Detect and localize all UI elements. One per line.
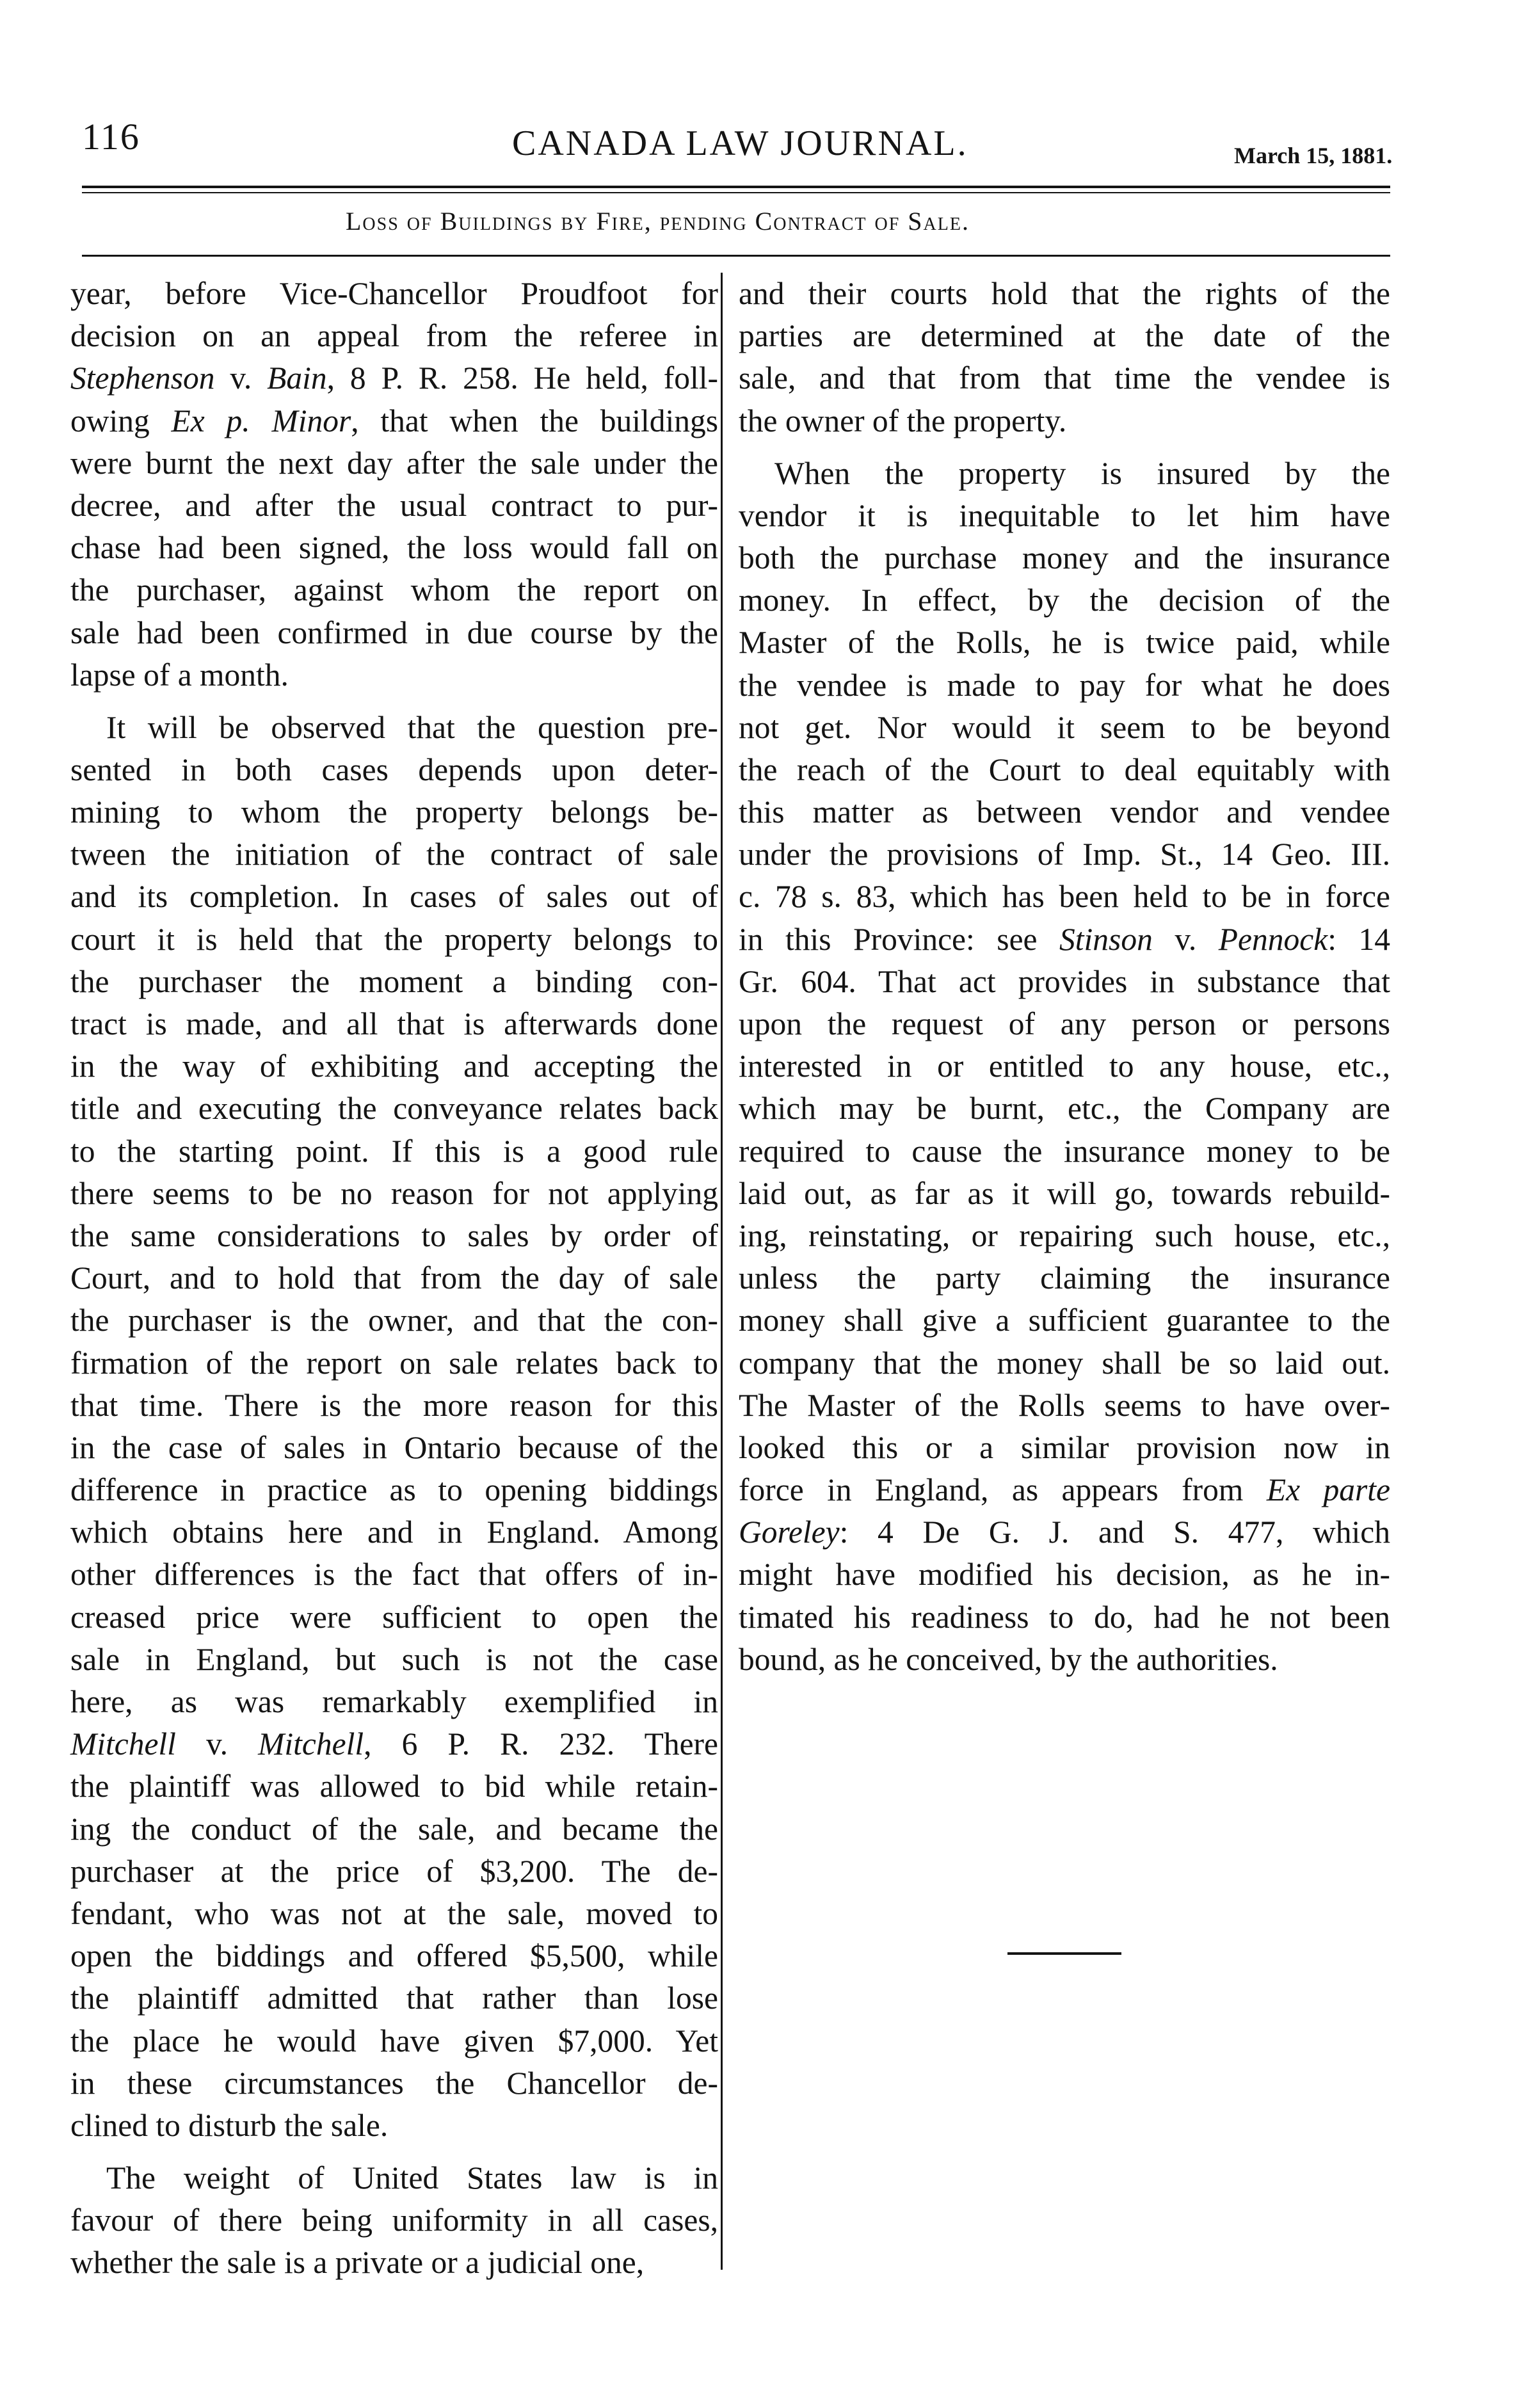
right-column-line: bound, as he conceived, by the authorities. xyxy=(739,1641,1278,1677)
right-column-line: The Master of the Rolls seems to have over- xyxy=(739,1387,1390,1423)
right-column-line: the vendee is made to pay for what he does xyxy=(739,667,1390,703)
left-column-line: firmation of the report on sale relates back to xyxy=(70,1345,718,1381)
left-column-line: the purchaser is the owner, and that the con- xyxy=(70,1303,718,1338)
right-column-line: unless the party claiming the insurance xyxy=(739,1260,1390,1296)
left-column-line: chase had been signed, the loss would fall on xyxy=(70,530,718,566)
left-column-line: the plaintiff was allowed to bid while retain- xyxy=(70,1769,718,1804)
left-column-line: purchaser at the price of $3,200. The de- xyxy=(70,1853,718,1889)
right-column-line: which may be burnt, etc., the Company are xyxy=(739,1091,1390,1127)
left-column-line: creased price were sufficient to open the xyxy=(70,1599,718,1635)
left-column-line: in the way of exhibiting and accepting the xyxy=(70,1048,718,1084)
right-column-line: this matter as between vendor and vendee xyxy=(739,794,1390,830)
left-column-line: the purchaser the moment a binding con- xyxy=(70,963,718,999)
left-column-line: The weight of United States law is in xyxy=(106,2160,718,2195)
left-column-line: Stephenson v. Bain, 8 P. R. 258. He held, foll- xyxy=(70,360,718,396)
left-column-line: It will be observed that the question pre- xyxy=(106,709,718,745)
right-column-line: Gr. 604. That act provides in substance that xyxy=(739,963,1390,999)
right-column-line: under the provisions of Imp. St., 14 Geo. III. xyxy=(739,837,1390,872)
right-column-line: not get. Nor would it seem to be beyond xyxy=(739,709,1390,745)
left-column-line: tween the initiation of the contract of sale xyxy=(70,837,718,872)
left-column-line: sale in England, but such is not the case xyxy=(70,1641,718,1677)
right-column-line: parties are determined at the date of the xyxy=(739,318,1390,354)
left-column-line: the plaintiff admitted that rather than lose xyxy=(70,1980,718,2016)
left-column-line: here, as was remarkably exemplified in xyxy=(70,1684,718,1719)
header-rule-bottom xyxy=(82,192,1390,193)
right-column-line: money shall give a sufficient guarantee to the xyxy=(739,1303,1390,1338)
section-title: Loss of Buildings by Fire, pending Contract of Sale. xyxy=(346,207,970,236)
left-column-line: in these circumstances the Chancellor de- xyxy=(70,2065,718,2101)
article-end-rule xyxy=(1007,1952,1121,1955)
column-divider xyxy=(721,273,723,2270)
left-column-line: fendant, who was not at the sale, moved to xyxy=(70,1895,718,1931)
right-column-line: ing, reinstating, or repairing such house, etc., xyxy=(739,1217,1390,1253)
right-column-line: the reach of the Court to deal equitably with xyxy=(739,751,1390,787)
header-rule-top xyxy=(82,186,1390,188)
left-column-line: Court, and to hold that from the day of sale xyxy=(70,1260,718,1296)
left-column-line: which obtains here and in England. Among xyxy=(70,1514,718,1550)
right-column-line: c. 78 s. 83, which has been held to be in force xyxy=(739,879,1390,915)
left-column-line: lapse of a month. xyxy=(70,657,289,693)
right-column-line: company that the money shall be so laid out. xyxy=(739,1345,1390,1381)
left-column-line: decree, and after the usual contract to pur- xyxy=(70,487,718,523)
left-column-line: that time. There is the more reason for this xyxy=(70,1387,718,1423)
right-text-column xyxy=(739,273,1390,1681)
right-column-line: sale, and that from that time the vendee is xyxy=(739,360,1390,396)
left-column-line: title and executing the conveyance relates back xyxy=(70,1091,718,1127)
left-column-line: and its completion. In cases of sales out of xyxy=(70,879,718,915)
journal-title: CANADA LAW JOURNAL. xyxy=(512,124,968,163)
left-column-line: tract is made, and all that is afterwards done xyxy=(70,1006,718,1041)
left-column-line: mining to whom the property belongs be- xyxy=(70,794,718,830)
right-column-line: both the purchase money and the insurance xyxy=(739,540,1390,575)
left-column-line: sented in both cases depends upon deter- xyxy=(70,751,718,787)
right-column-line: might have modified his decision, as he in- xyxy=(739,1557,1390,1593)
left-column-line: in the case of sales in Ontario because of the xyxy=(70,1429,718,1465)
right-column-line: Master of the Rolls, he is twice paid, while xyxy=(739,625,1390,661)
right-column-line: vendor it is inequitable to let him have xyxy=(739,497,1390,533)
left-column-line: there seems to be no reason for not applying xyxy=(70,1175,718,1211)
right-column-line: force in England, as appears from Ex parte xyxy=(739,1472,1390,1508)
right-column-line: upon the request of any person or persons xyxy=(739,1006,1390,1041)
right-column-line: looked this or a similar provision now in xyxy=(739,1429,1390,1465)
left-column-line: open the biddings and offered $5,500, while xyxy=(70,1938,718,1974)
left-column-line: Mitchell v. Mitchell, 6 P. R. 232. There xyxy=(70,1726,718,1762)
left-column-line: favour of there being uniformity in all cases, xyxy=(70,2203,718,2238)
section-rule xyxy=(82,255,1390,257)
left-text-column xyxy=(70,273,718,2284)
issue-date: March 15, 1881. xyxy=(1234,143,1393,168)
left-column-line: the same considerations to sales by order of xyxy=(70,1217,718,1253)
left-column-line: to the starting point. If this is a good rule xyxy=(70,1133,718,1169)
right-column-line: When the property is insured by the xyxy=(774,455,1390,491)
right-column-line: Goreley: 4 De G. J. and S. 477, which xyxy=(739,1514,1390,1550)
page-number: 116 xyxy=(82,116,140,157)
left-column-line: difference in practice as to opening biddings xyxy=(70,1472,718,1508)
right-column-line: money. In effect, by the decision of the xyxy=(739,582,1390,618)
left-column-line: clined to disturb the sale. xyxy=(70,2107,389,2143)
left-column-line: decision on an appeal from the referee in xyxy=(70,318,718,354)
right-column-line: in this Province: see Stinson v. Pennock: 14 xyxy=(739,921,1390,957)
left-column-line: whether the sale is a private or a judicial one, xyxy=(70,2245,645,2281)
left-column-line: the place he would have given $7,000. Yet xyxy=(70,2023,718,2059)
right-column-line: interested in or entitled to any house, etc., xyxy=(739,1048,1390,1084)
left-column-line: owing Ex p. Minor, that when the buildings xyxy=(70,403,718,438)
left-column-line: the purchaser, against whom the report on xyxy=(70,572,718,608)
left-column-line: sale had been confirmed in due course by the xyxy=(70,614,718,650)
right-column-line: laid out, as far as it will go, towards rebuild- xyxy=(739,1175,1390,1211)
right-column-line: the owner of the property. xyxy=(739,403,1067,438)
right-column-line: required to cause the insurance money to be xyxy=(739,1133,1390,1169)
left-column-line: court it is held that the property belongs to xyxy=(70,921,718,957)
right-column-line: timated his readiness to do, had he not been xyxy=(739,1599,1390,1635)
left-column-line: were burnt the next day after the sale under the xyxy=(70,445,718,481)
left-column-line: other differences is the fact that offers of in- xyxy=(70,1557,718,1593)
left-column-line: year, before Vice-Chancellor Proudfoot for xyxy=(70,276,718,311)
left-column-line: ing the conduct of the sale, and became the xyxy=(70,1811,718,1847)
right-column-line: and their courts hold that the rights of the xyxy=(739,276,1390,311)
